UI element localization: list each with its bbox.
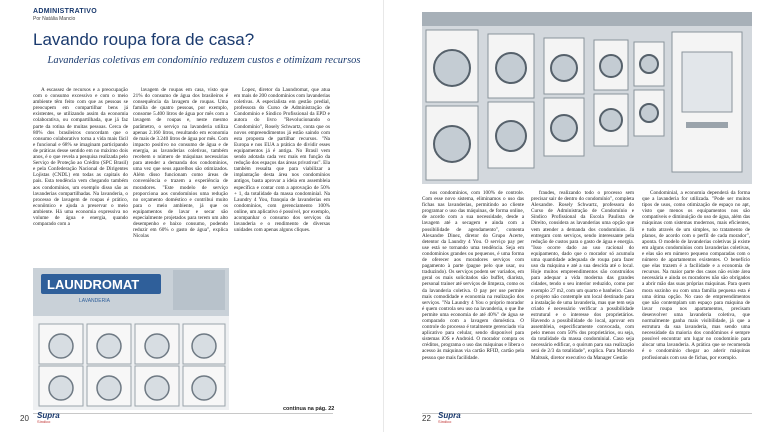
washing-machines-photo-art [422, 12, 752, 184]
left-column-2-text: lavagem de roupas em casa, visto que 21% do consumo de água dos brasileiros é consequência da lavagem de roupas. Uma família de quatro pessoas, por exemplo, consome 5.400 litros de água por mês com a lavagem de roupas e, neste mesmo parâmetro, o serviço na lavanderia utiliza apenas 2.160 litros, resultando em economia de mais de 3.240 litros de água por mês. Com impacto positivo no consumo de água e de energia, as lavanderias coletivas, também recebem o número de máquinas necessárias para atender a demanda dos condomínios, uma vez que seus aparelhos são otimizados. Além disso funcionam como áreas de conveniência e trazem a experiência de moradores. "Este modelo de serviço proporciona aos condomínios uma redução no orçamento doméstico e contribui muito para o meio ambiente, já que os equipamentos de lavar e secar são especialmente projetados para terem um alto desempenho e baixo consumo, podendo reduzir em 60% o gasto de água", explica Nicolas [133, 87, 228, 240]
left-column-3-text: Lopez, diretor da Laundromat, que atua em mais de 200 condomínios com lavanderias coletivas. A especialista em gestão predial, professora do Curso de Administração de Condomínio e Síndico Profissional da EPD e autora do livro "Revolucionando o Condomínio", Rosely Schwartz, conta que os novos empreendimentos já estão saindo com esta proposta de partilhar recursos. "Na Europa e nos EUA a prática de dividir esses equipamentos já é antiga. No Brasil vem sendo adotada cada vez mais em função da redução dos espaços das áreas privativas". Ela também ressalta que para viabilizar a implantação desta área nos condomínios antigos, basta aprovar a ideia em assembleia específica e contar com a aprovação de 50% + 1, da totalidade da massa condominial. Na Laundry 4 You, franquia de lavanderias em condomínios, com gerenciamento 100% online, um aplicativo é possível, por exemplo, acompanhar o consumo dos serviços da lavanderia e o rendimento de diversas unidades com apenas alguns cliques. [234, 87, 330, 234]
brand-name-right: Supra [438, 411, 461, 420]
washing-machines-photo [422, 12, 752, 184]
brand-sub-right: Síndico [438, 419, 452, 424]
right-column-3-text: Condominial, a economia dependerá da forma que a lavanderia for utilizada. "Pode ser muitos tipos de usos, como otimização de espaço no apt, visto que menos os equipamentos nos são compatíveis e diminuição do uso de água, além das máquinas com sistemas modernos, mais eficientes, e tudo através de um simples, no tratamento de planos, de acordo com o perfil de cada morador", aponta. O modelo de lavanderias coletivas já existe em alguns condomínios com lavanderias coletivas, e elas são em número pequeno comparadas com o número de apartamentos existentes. O benefício que elas trazem é a facilidade e a economia de recursos. Na maior parte dos casos não existe área necessária e ainda os moradores não são obrigados a abrir mão das suas próprias máquinas. Para quem mora sozinho ou com uma família pequena esta é uma ótima opção. No caso de empreendimentos que não contemplam um espaço para máquina de lavar roupa nos apartamentos, precisam desenvolver uma lavanderia coletiva, que normalmente ganha mais visibilidade, já que a estrutura da sua lavanderia, mas sendo uma necessidade da maioria dos condôminos é sempre possível encontrar um lugar no condomínio para alocar uma lavanderia. A prática que se recomenda é o condomínio chegar ao aderir máquinas profissionais com uso de fichas, por exemplo. [642, 190, 750, 361]
article-headline: Lavando roupa fora de casa? [33, 30, 255, 49]
left-column-1-text: A escassez de recursos e a preocupação com o consumo excessivo e com o meio ambiente têm feito com que as pessoas se preocupem em compartilhar bens já existentes, se utilizando assim da economia colaborativa, ou compartilhada, que já faz parte da rotina de muitas pessoas. Cerca de 80% dos brasileiros concordam que o consumo colaborativo torna a vida mais fácil e funcional e 68% se imaginam participando de práticas desse sentido em no máximo dois anos, é o que revela a pesquisa realizada pelo Serviço de Proteção ao Crédito (SPC Brasil) e pela Confederação Nacional de Dirigentes Lojistas (CNDL) em todas as capitais do país. Esta tendência vem chegando também aos condomínios, um exemplo disso são as lavanderias compartilhadas. Na lavanderia, o processo de lavagem de roupas é prático, econômico e ajuda a preservar o meio ambiente. Há uma economia expressiva no volume de água e energia, quando comparado com a [33, 87, 128, 228]
left-column-1 [33, 87, 128, 262]
continua-note: continua na pág. 22 [283, 406, 335, 412]
laundromat-photo-art [33, 268, 229, 410]
brand-logo-left [37, 411, 60, 424]
page-number-left: 20 [20, 414, 29, 423]
right-column-1-text: nos condomínios, com 100% de controle. Com esse novo sistema, eliminamos o uso das fichas nas lavanderias, permitindo ao cliente programar o uso das máquinas, de forma online, de acordo com a sua necessidade, desde a lavagem até a secagem e ainda com a possibilidade de agendamento", comenta Alexandre Dinez, diretor do Grupo Acerte, detentor da Laundry 4 You. O serviço pay per use está se tornando uma tendência. Seja em condomínios grandes ou pequenos, é uma forma de oferecer aos moradores serviços com pagamento à parte (pague pelo que usar, ou traduzindo). Os serviços podem ser variados, em geral os mais solicitados são buffet, diarista, personal trainer até serviços de limpeza, como os da lavanderia coletiva. O pay per use permite mais comodidade e economia na realização dos serviços. "Na Laundry 4 You o próprio morador é quem controla seu uso na lavanderia, o que lhe permite uma economia de até 40%" de água se comparado com a lavagem doméstica. O controle do processo é totalmente gerenciado via aplicativo para celular, sendo disponível para sistemas iOS e Android. O morador compra os créditos, programa o uso das máquinas e libera o acesso às máquinas via cartão RFID, cartão pela pessoa que mais facilidade. [422, 190, 524, 361]
right-column-2-text: fraudes, realizando todo o processo sem precisar sair de dentro do condomínio", completa Alexandre. Rosely Schwartz, professora do Curso de Administração de Condomínio e Síndico Profissional da Escola Paulista de Direito, considera as lavanderias uma opção que vem atender a demanda dos condomínios. Já entregam com serviços, sendo interessante pela redução de custos para o gasto de água e energia. "Isso ocorre dado ao uso racional do equipamento, dado que o morador só acumula uma quantidade adequada de roupa para fazer uso da máquina e até a sua descida até o local. Hoje muitos empreendimentos são construídos para adequar a vida moderna das grandes cidades, tendo o seu interior reduzido, como por exemplo 27 m2, com um quarto e banheiro. Caso o projeto não contemple um local destinado para a instalação de uma lavanderia, mas que tem seja criado é necessário verificar a possibilidade estrutural e o interesse dos proprietários. Havendo a possibilidade do local, aprovar em assembleia, especificamente convocada, com pelo menos com 50% dos proprietários, ou seja, da totalidade da massa condominial. Caso seja necessário edificar, o quórum para sua realização será de 2/3 da totalidade", explica. Para Marcelo Maltsuk, diretor executivo da Manager Gestão [531, 190, 634, 361]
brand-logo-right [438, 411, 461, 424]
brand-name: Supra [37, 411, 60, 420]
page-number-right: 22 [422, 414, 431, 423]
photo-sign-text: LAUNDROMAT [47, 277, 140, 292]
left-column-2 [133, 87, 228, 271]
right-page [384, 0, 768, 432]
footer-rule-right [422, 413, 752, 414]
photo-sign-subtext: LAVANDERIA [79, 298, 110, 304]
byline: Por Natália Mancio [33, 16, 76, 22]
brand-sub: Síndico [37, 419, 51, 424]
right-column-2 [531, 190, 634, 412]
laundromat-photo [33, 268, 229, 410]
article-subhead: Lavanderias coletivas em condomínio reduzem custos e otimizam recursos [47, 55, 361, 66]
section-label: ADMINISTRATIVO [33, 8, 97, 15]
right-column-3 [642, 190, 750, 412]
left-column-3 [234, 87, 330, 405]
footer-rule [33, 413, 333, 414]
right-column-1 [422, 190, 524, 412]
